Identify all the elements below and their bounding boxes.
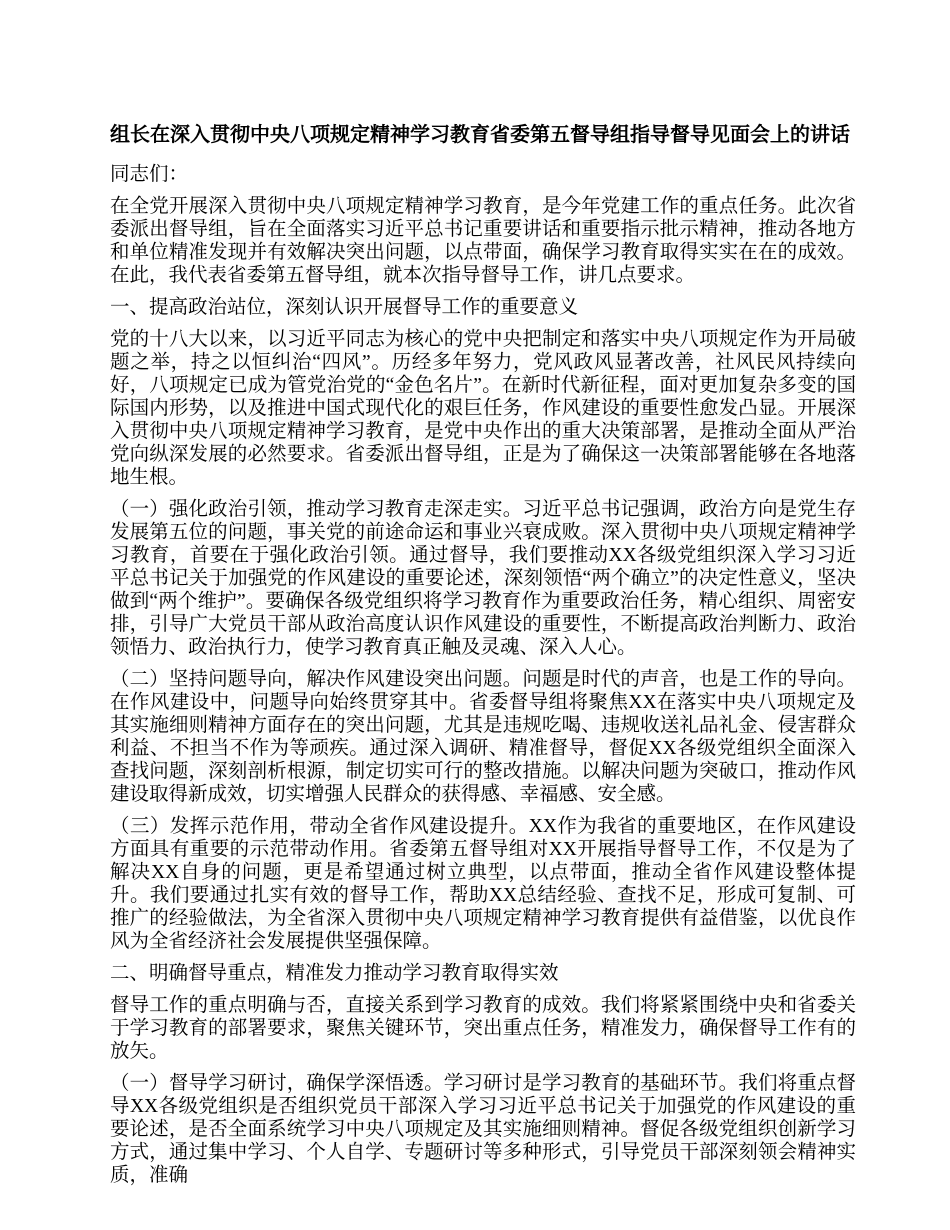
salutation: 同志们： xyxy=(110,164,189,185)
document-title: 组长在深入贯彻中央八项规定精神学习教育省委第五督导组指导督导见面会上的讲话 xyxy=(110,124,850,146)
paragraph-section2-overview: 督导工作的重点明确与否，直接关系到学习教育的成效。我们将紧紧围绕中央和省委关于学习教育的部署要求，聚焦关键环节，突出重点任务，精准发力，确保督导工作有的放矢。 xyxy=(110,995,856,1062)
document-page xyxy=(110,122,856,1196)
section-heading-1: 一、提高政治站位，深刻认识开展督导工作的重要意义 xyxy=(110,297,579,318)
paragraph-intro: 在全党开展深入贯彻中央八项规定精神学习教育，是今年党建工作的重点任务。此次省委派出督导组，旨在全面落实习近平总书记重要讲话和重要指示批示精神，推动各地方和单位精准发现并有效解决突出问题，以点带面，确保学习教育取得实实在在的成效。在此，我代表省委第五督导组，就本次指导督导工作，讲几点要求。 xyxy=(110,196,856,286)
paragraph-section2-point1-truncated: （一）督导学习研讨，确保学深悟透。学习研讨是学习教育的基础环节。我们将重点督导XX各级党组织是否组织党员干部深入学习习近平总书记关于加强党的作风建设的重要论述，是否全面系统学习中央八项规定及其实施细则精神。督促各级党组织创新学习方式，通过集中学习、个人自学、专题研讨等多种形式，引导党员干部深刻领会精神实质，准确 xyxy=(110,1073,856,1186)
section-heading-2: 二、明确督导重点，精准发力推动学习教育取得实效 xyxy=(110,963,559,984)
paragraph-section1-point3: （三）发挥示范作用，带动全省作风建设提升。XX作为我省的重要地区，在作风建设方面具有重要的示范带动作用。省委第五督导组对XX开展指导督导工作，不仅是为了解决XX自身的问题，更是希望通过树立典型，以点带面，推动全省作风建设整体提升。我们要通过扎实有效的督导工作，帮助XX总结经验、查找不足，形成可复制、可推广的经验做法，为全省深入贯彻中央八项规定精神学习教育提供有益借鉴，以优良作风为全省经济社会发展提供坚强保障。 xyxy=(110,816,856,952)
paragraph-section1-point1: （一）强化政治引领，推动学习教育走深走实。习近平总书记强调，政治方向是党生存发展第五位的问题，事关党的前途命运和事业兴衰成败。深入贯彻中央八项规定精神学习教育，首要在于强化政治引领。通过督导，我们要推动XX各级党组织深入学习习近平总书记关于加强党的作风建设的重要论述，深刻领悟“两个确立”的决定性意义，坚决做到“两个维护”。要确保各级党组织将学习教育作为重要政治任务，精心组织、周密安排，引导广大党员干部从政治高度认识作风建设的重要性，不断提高政治判断力、政治领悟力、政治执行力，使学习教育真正触及灵魂、深入人心。 xyxy=(110,499,856,658)
paragraph-section1-overview: 党的十八大以来，以习近平同志为核心的党中央把制定和落实中央八项规定作为开局破题之举，持之以恒纠治“四风”。历经多年努力，党风政风显著改善，社风民风持续向好，八项规定已成为管党治党的“金色名片”。在新时代新征程，面对更加复杂多变的国际国内形势，以及推进中国式现代化的艰巨任务，作风建设的重要性愈发凸显。开展深入贯彻中央八项规定精神学习教育，是党中央作出的重大决策部署，是推动全面从严治党向纵深发展的必然要求。省委派出督导组，正是为了确保这一决策部署能够在各地落地生根。 xyxy=(110,329,856,488)
paragraph-section1-point2: （二）坚持问题导向，解决作风建设突出问题。问题是时代的声音，也是工作的导向。在作风建设中，问题导向始终贯穿其中。省委督导组将聚焦XX在落实中央八项规定及其实施细则精神方面存在的突出问题，尤其是违规吃喝、违规收送礼品礼金、侵害群众利益、不担当不作为等顽疾。通过深入调研、精准督导，督促XX各级党组织全面深入查找问题，深刻剖析根源，制定切实可行的整改措施。以解决问题为突破口，推动作风建设取得新成效，切实增强人民群众的获得感、幸福感、安全感。 xyxy=(110,669,856,805)
